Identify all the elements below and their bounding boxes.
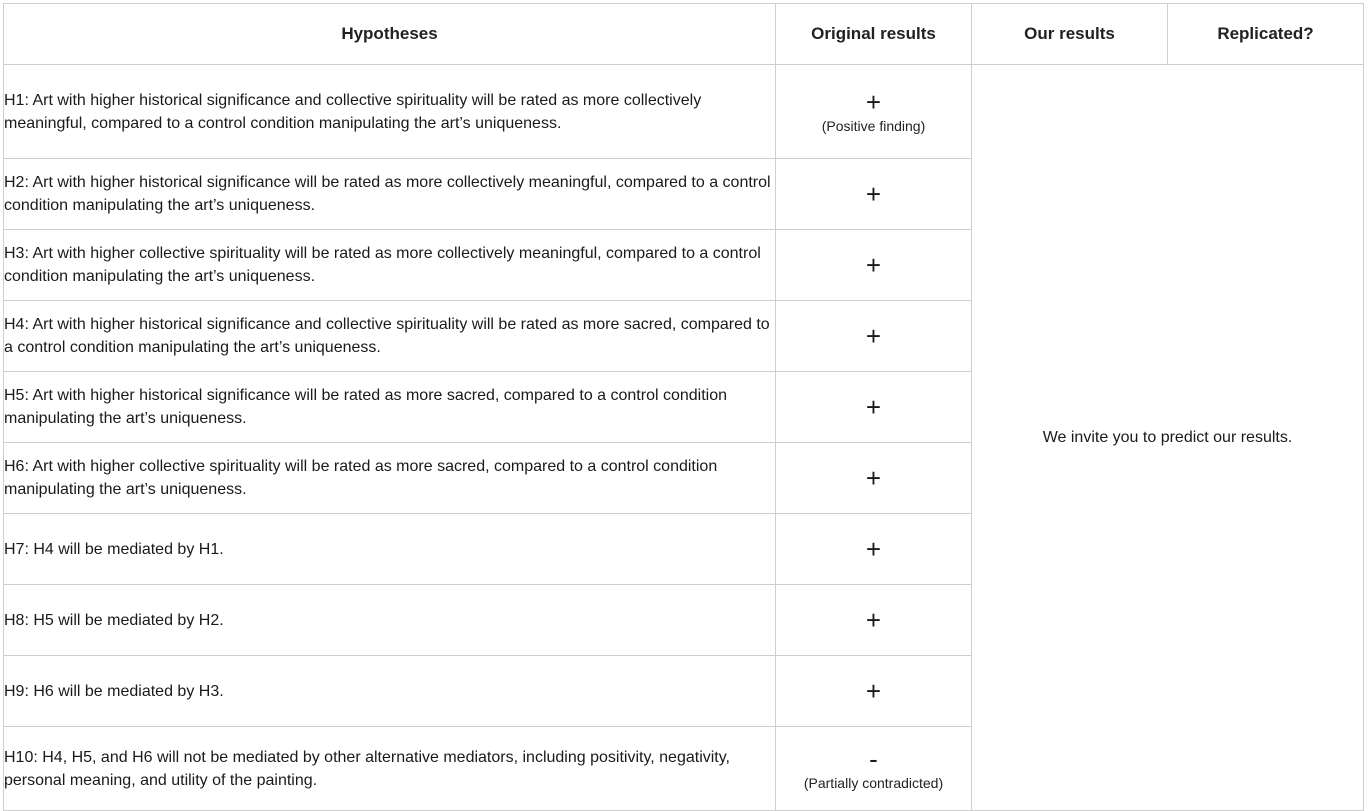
result-symbol: + [865, 605, 882, 635]
header-row [4, 4, 1364, 65]
result-symbol: + [865, 87, 882, 117]
original-result-cell [776, 514, 972, 585]
result-symbol: + [865, 392, 882, 422]
table-row [4, 65, 1364, 159]
header-original-results: Original results [776, 4, 972, 65]
header-replicated: Replicated? [1168, 4, 1364, 65]
original-result-cell [776, 585, 972, 656]
header-hypotheses: Hypotheses [4, 4, 776, 65]
result-symbol: + [865, 676, 882, 706]
prediction-cell: We invite you to predict our results. [972, 65, 1364, 811]
hypothesis-cell: H1: Art with higher historical significance and collective spirituality will be rated as more collectively meaningful, compared to a control condition manipulating the art’s uniqueness. [4, 65, 776, 159]
result-symbol: + [865, 463, 882, 493]
original-result-cell [776, 656, 972, 727]
result-symbol: + [865, 179, 882, 209]
result-symbol: + [865, 250, 882, 280]
result-note: (Positive finding) [821, 118, 926, 134]
original-result-cell [776, 372, 972, 443]
result-symbol: + [865, 534, 882, 564]
original-result-cell [776, 159, 972, 230]
hypothesis-cell: H6: Art with higher collective spirituality will be rated as more sacred, compared to a control condition manipulating the art’s uniqueness. [4, 443, 776, 514]
hypothesis-cell: H3: Art with higher collective spirituality will be rated as more collectively meaningful, compared to a control condition manipulating the art’s uniqueness. [4, 230, 776, 301]
result-note: (Partially contradicted) [803, 775, 944, 791]
result-symbol: + [865, 321, 882, 351]
hypothesis-cell: H9: H6 will be mediated by H3. [4, 656, 776, 727]
original-result-cell [776, 443, 972, 514]
original-result-cell [776, 65, 972, 159]
hypotheses-results-table [3, 3, 1364, 811]
hypothesis-cell: H5: Art with higher historical significance will be rated as more sacred, compared to a control condition manipulating the art’s uniqueness. [4, 372, 776, 443]
hypothesis-cell: H10: H4, H5, and H6 will not be mediated by other alternative mediators, including positivity, negativity, personal meaning, and utility of the painting. [4, 727, 776, 811]
original-result-cell [776, 727, 972, 811]
original-result-cell [776, 301, 972, 372]
hypothesis-cell: H7: H4 will be mediated by H1. [4, 514, 776, 585]
result-symbol: - [869, 744, 878, 774]
hypothesis-cell: H2: Art with higher historical significance will be rated as more collectively meaningful, compared to a control condition manipulating the art’s uniqueness. [4, 159, 776, 230]
hypothesis-cell: H8: H5 will be mediated by H2. [4, 585, 776, 656]
hypothesis-cell: H4: Art with higher historical significance and collective spirituality will be rated as more sacred, compared to a control condition manipulating the art’s uniqueness. [4, 301, 776, 372]
header-our-results: Our results [972, 4, 1168, 65]
original-result-cell [776, 230, 972, 301]
